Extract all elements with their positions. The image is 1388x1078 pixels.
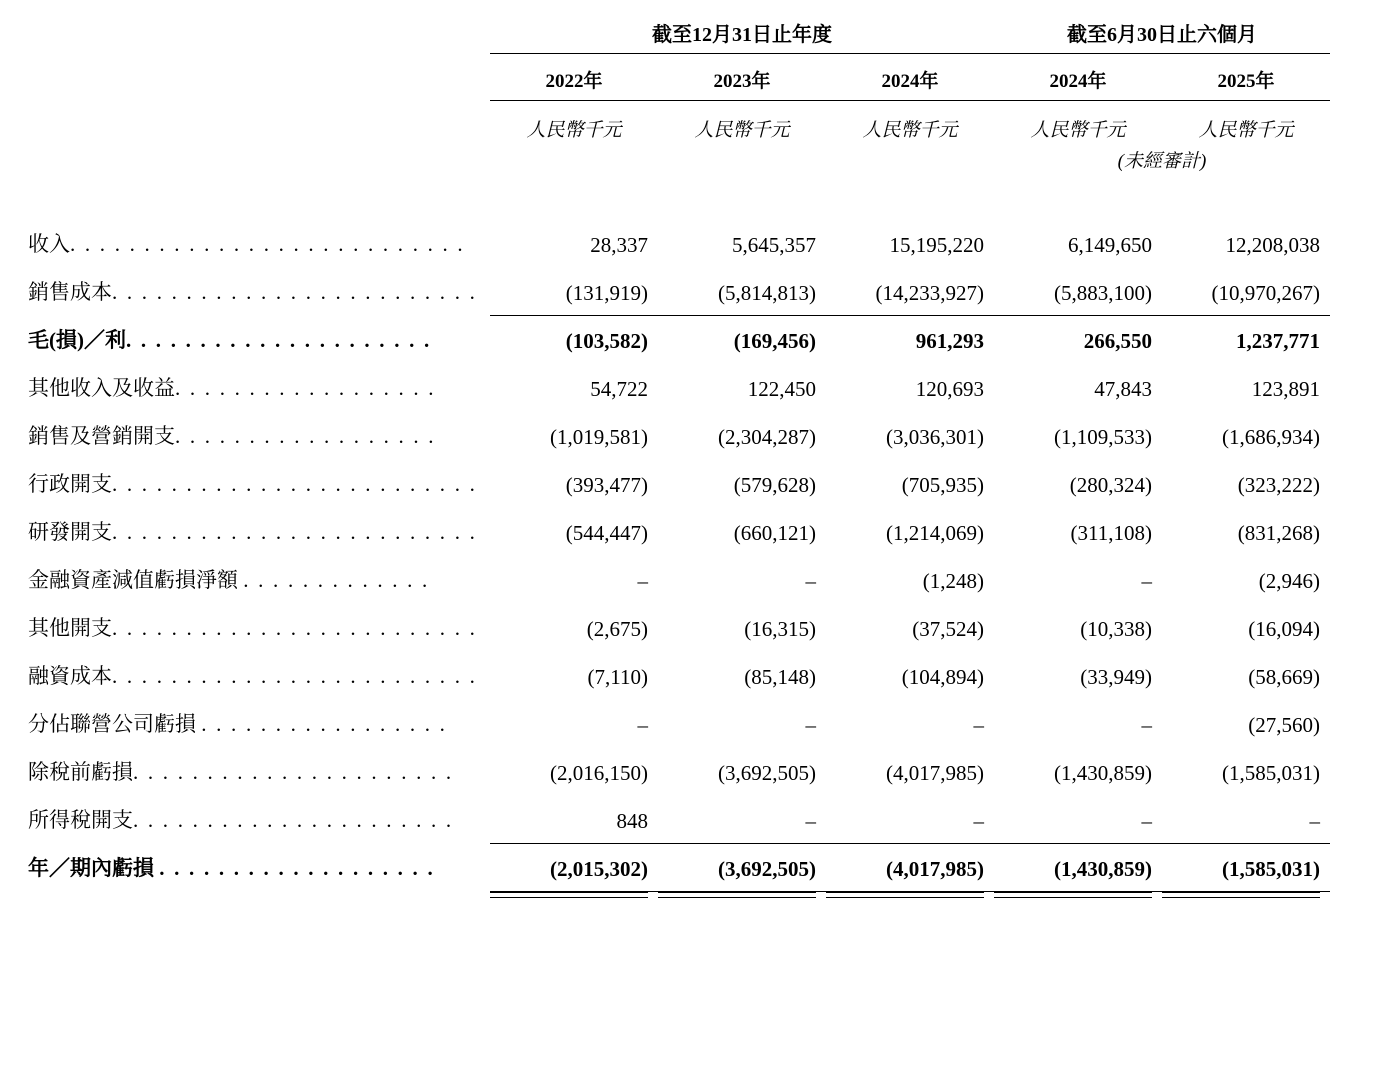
table-row: [28, 651, 1330, 699]
row-value: (393,477): [565, 473, 648, 497]
group-header-halfyear: 截至6月30日止六個月: [994, 14, 1330, 54]
row-value: (1,585,031): [1222, 761, 1320, 785]
row-value: (544,447): [565, 521, 648, 545]
empty-cell: [658, 142, 826, 173]
table-row: [28, 267, 1330, 315]
row-value: (1,430,859): [1054, 761, 1152, 785]
table-row: [28, 219, 1330, 267]
row-value: (1,214,069): [886, 521, 984, 545]
row-value: 122,450: [747, 377, 816, 401]
row-value: (3,036,301): [886, 425, 984, 449]
empty-cell: [826, 142, 994, 173]
empty-cell: [28, 142, 490, 173]
row-value: (37,524): [912, 617, 984, 641]
row-value: (16,094): [1248, 617, 1320, 641]
row-label-revenue: 收入. . . . . . . . . . . . . . . . . . . . . . . . . . .: [28, 232, 465, 256]
row-value: (16,315): [744, 617, 816, 641]
row-value: 12,208,038: [1225, 233, 1320, 257]
row-label-cost-of-sales: 銷售成本. . . . . . . . . . . . . . . . . . . . . . . . .: [28, 280, 478, 304]
row-value: (3,692,505): [718, 761, 816, 785]
table-unit-header-row: [28, 101, 1330, 143]
row-value: –: [658, 795, 826, 843]
row-value: (1,248): [922, 569, 984, 593]
row-value: 54,722: [590, 377, 648, 401]
row-value: (2,304,287): [718, 425, 816, 449]
unit-header-2023: 人民幣千元: [694, 120, 790, 141]
row-value: (579,628): [733, 473, 816, 497]
group-header-year: 截至12月31日止年度: [490, 14, 994, 54]
income-statement-table: [28, 14, 1330, 898]
row-value: 961,293: [915, 329, 984, 353]
row-value: 6,149,650: [1068, 233, 1152, 257]
table-group-header-row: [28, 14, 1330, 54]
header-body-spacer: [28, 173, 1330, 219]
row-value: (1,686,934): [1222, 425, 1320, 449]
row-value: (14,233,927): [826, 267, 994, 315]
row-value: (4,017,985): [886, 761, 984, 785]
table-row: [28, 747, 1330, 795]
empty-cell: [28, 54, 490, 101]
row-label-impairment: 金融資產減值虧損淨額 . . . . . . . . . . . . .: [28, 568, 430, 592]
row-value: (10,338): [1080, 617, 1152, 641]
row-value: (58,669): [1248, 665, 1320, 689]
row-value: 15,195,220: [889, 233, 984, 257]
table-row: [28, 699, 1330, 747]
year-header-2023: 2023年: [658, 54, 826, 101]
row-value: (131,919): [490, 267, 658, 315]
table-unaudited-note-row: [28, 142, 1330, 173]
row-value: 848: [490, 795, 658, 843]
row-value: (1,019,581): [550, 425, 648, 449]
row-value: 123,891: [1251, 377, 1320, 401]
row-value: –: [805, 713, 816, 737]
row-value: (280,324): [1069, 473, 1152, 497]
row-value: (27,560): [1248, 713, 1320, 737]
row-value: (2,016,150): [550, 761, 648, 785]
unit-header-2022: 人民幣千元: [526, 120, 622, 141]
row-value: 47,843: [1094, 377, 1152, 401]
row-value: (103,582): [565, 329, 648, 353]
row-label-share-of-associates: 分佔聯營公司虧損 . . . . . . . . . . . . . . . . .: [28, 712, 448, 736]
row-label-finance-costs: 融資成本. . . . . . . . . . . . . . . . . . . . . . . . .: [28, 664, 478, 688]
year-header-2024: 2024年: [826, 54, 994, 101]
row-value: –: [637, 713, 648, 737]
row-value: –: [1141, 569, 1152, 593]
unit-header-2025-interim: 人民幣千元: [1198, 120, 1294, 141]
row-value: (33,949): [1080, 665, 1152, 689]
year-header-2025-interim: 2025年: [1162, 54, 1330, 101]
row-value: (831,268): [1237, 521, 1320, 545]
row-value: (1,430,859): [994, 843, 1162, 891]
row-value: (7,110): [587, 665, 648, 689]
row-label-loss-for-period: 年／期內虧損 . . . . . . . . . . . . . . . . . . .: [28, 856, 435, 880]
row-value: –: [826, 795, 994, 843]
empty-corner-cell: [28, 14, 490, 54]
row-value: 5,645,357: [732, 233, 816, 257]
empty-cell: [490, 142, 658, 173]
row-value: –: [1141, 713, 1152, 737]
row-label-rnd: 研發開支. . . . . . . . . . . . . . . . . . . . . . . . .: [28, 520, 478, 544]
row-value: (311,108): [1070, 521, 1152, 545]
row-value: (1,585,031): [1162, 843, 1330, 891]
year-header-2022: 2022年: [490, 54, 658, 101]
year-header-2024-interim: 2024年: [994, 54, 1162, 101]
table-row: [28, 363, 1330, 411]
row-value: (2,675): [586, 617, 648, 641]
empty-cell: [28, 101, 490, 143]
row-value: 1,237,771: [1236, 329, 1320, 353]
row-value: (705,935): [901, 473, 984, 497]
row-label-administrative: 行政開支. . . . . . . . . . . . . . . . . . . . . . . . .: [28, 472, 478, 496]
table-row: [28, 555, 1330, 603]
row-value: (85,148): [744, 665, 816, 689]
row-value: –: [1162, 795, 1330, 843]
table-row: [28, 411, 1330, 459]
table-total-double-rule: [28, 891, 1330, 898]
row-value: (323,222): [1237, 473, 1320, 497]
table-year-header-row: [28, 54, 1330, 101]
unaudited-note: (未經審計): [1117, 151, 1207, 172]
row-value: –: [637, 569, 648, 593]
table-row: [28, 843, 1330, 891]
table-row: [28, 459, 1330, 507]
table-row: [28, 603, 1330, 651]
table-row: [28, 795, 1330, 843]
unit-header-2024-interim: 人民幣千元: [1030, 120, 1126, 141]
row-value: (3,692,505): [658, 843, 826, 891]
row-value: –: [973, 713, 984, 737]
row-label-other-expenses: 其他開支. . . . . . . . . . . . . . . . . . . . . . . . .: [28, 616, 478, 640]
row-value: (660,121): [733, 521, 816, 545]
row-value: (104,894): [901, 665, 984, 689]
row-value: 120,693: [915, 377, 984, 401]
row-value: (4,017,985): [826, 843, 994, 891]
row-value: –: [805, 569, 816, 593]
row-value: 266,550: [1083, 329, 1152, 353]
row-value: (1,109,533): [1054, 425, 1152, 449]
row-value: –: [994, 795, 1162, 843]
row-value: (169,456): [733, 329, 816, 353]
row-value: 28,337: [590, 233, 648, 257]
table-row: [28, 507, 1330, 555]
row-label-loss-before-tax: 除稅前虧損. . . . . . . . . . . . . . . . . . . . . .: [28, 760, 454, 784]
row-label-gross-profit-loss: 毛(損)／利. . . . . . . . . . . . . . . . . . . . .: [28, 328, 432, 352]
row-value: (10,970,267): [1162, 267, 1330, 315]
unit-header-2024: 人民幣千元: [862, 120, 958, 141]
row-value: (5,814,813): [658, 267, 826, 315]
row-value: (5,883,100): [994, 267, 1162, 315]
row-label-income-tax: 所得稅開支. . . . . . . . . . . . . . . . . . . . . .: [28, 808, 454, 832]
row-value: (2,946): [1258, 569, 1320, 593]
row-label-selling-marketing: 銷售及營銷開支. . . . . . . . . . . . . . . . . .: [28, 424, 436, 448]
table-row: [28, 315, 1330, 363]
row-label-other-income: 其他收入及收益. . . . . . . . . . . . . . . . . .: [28, 376, 436, 400]
row-value: (2,015,302): [490, 843, 658, 891]
